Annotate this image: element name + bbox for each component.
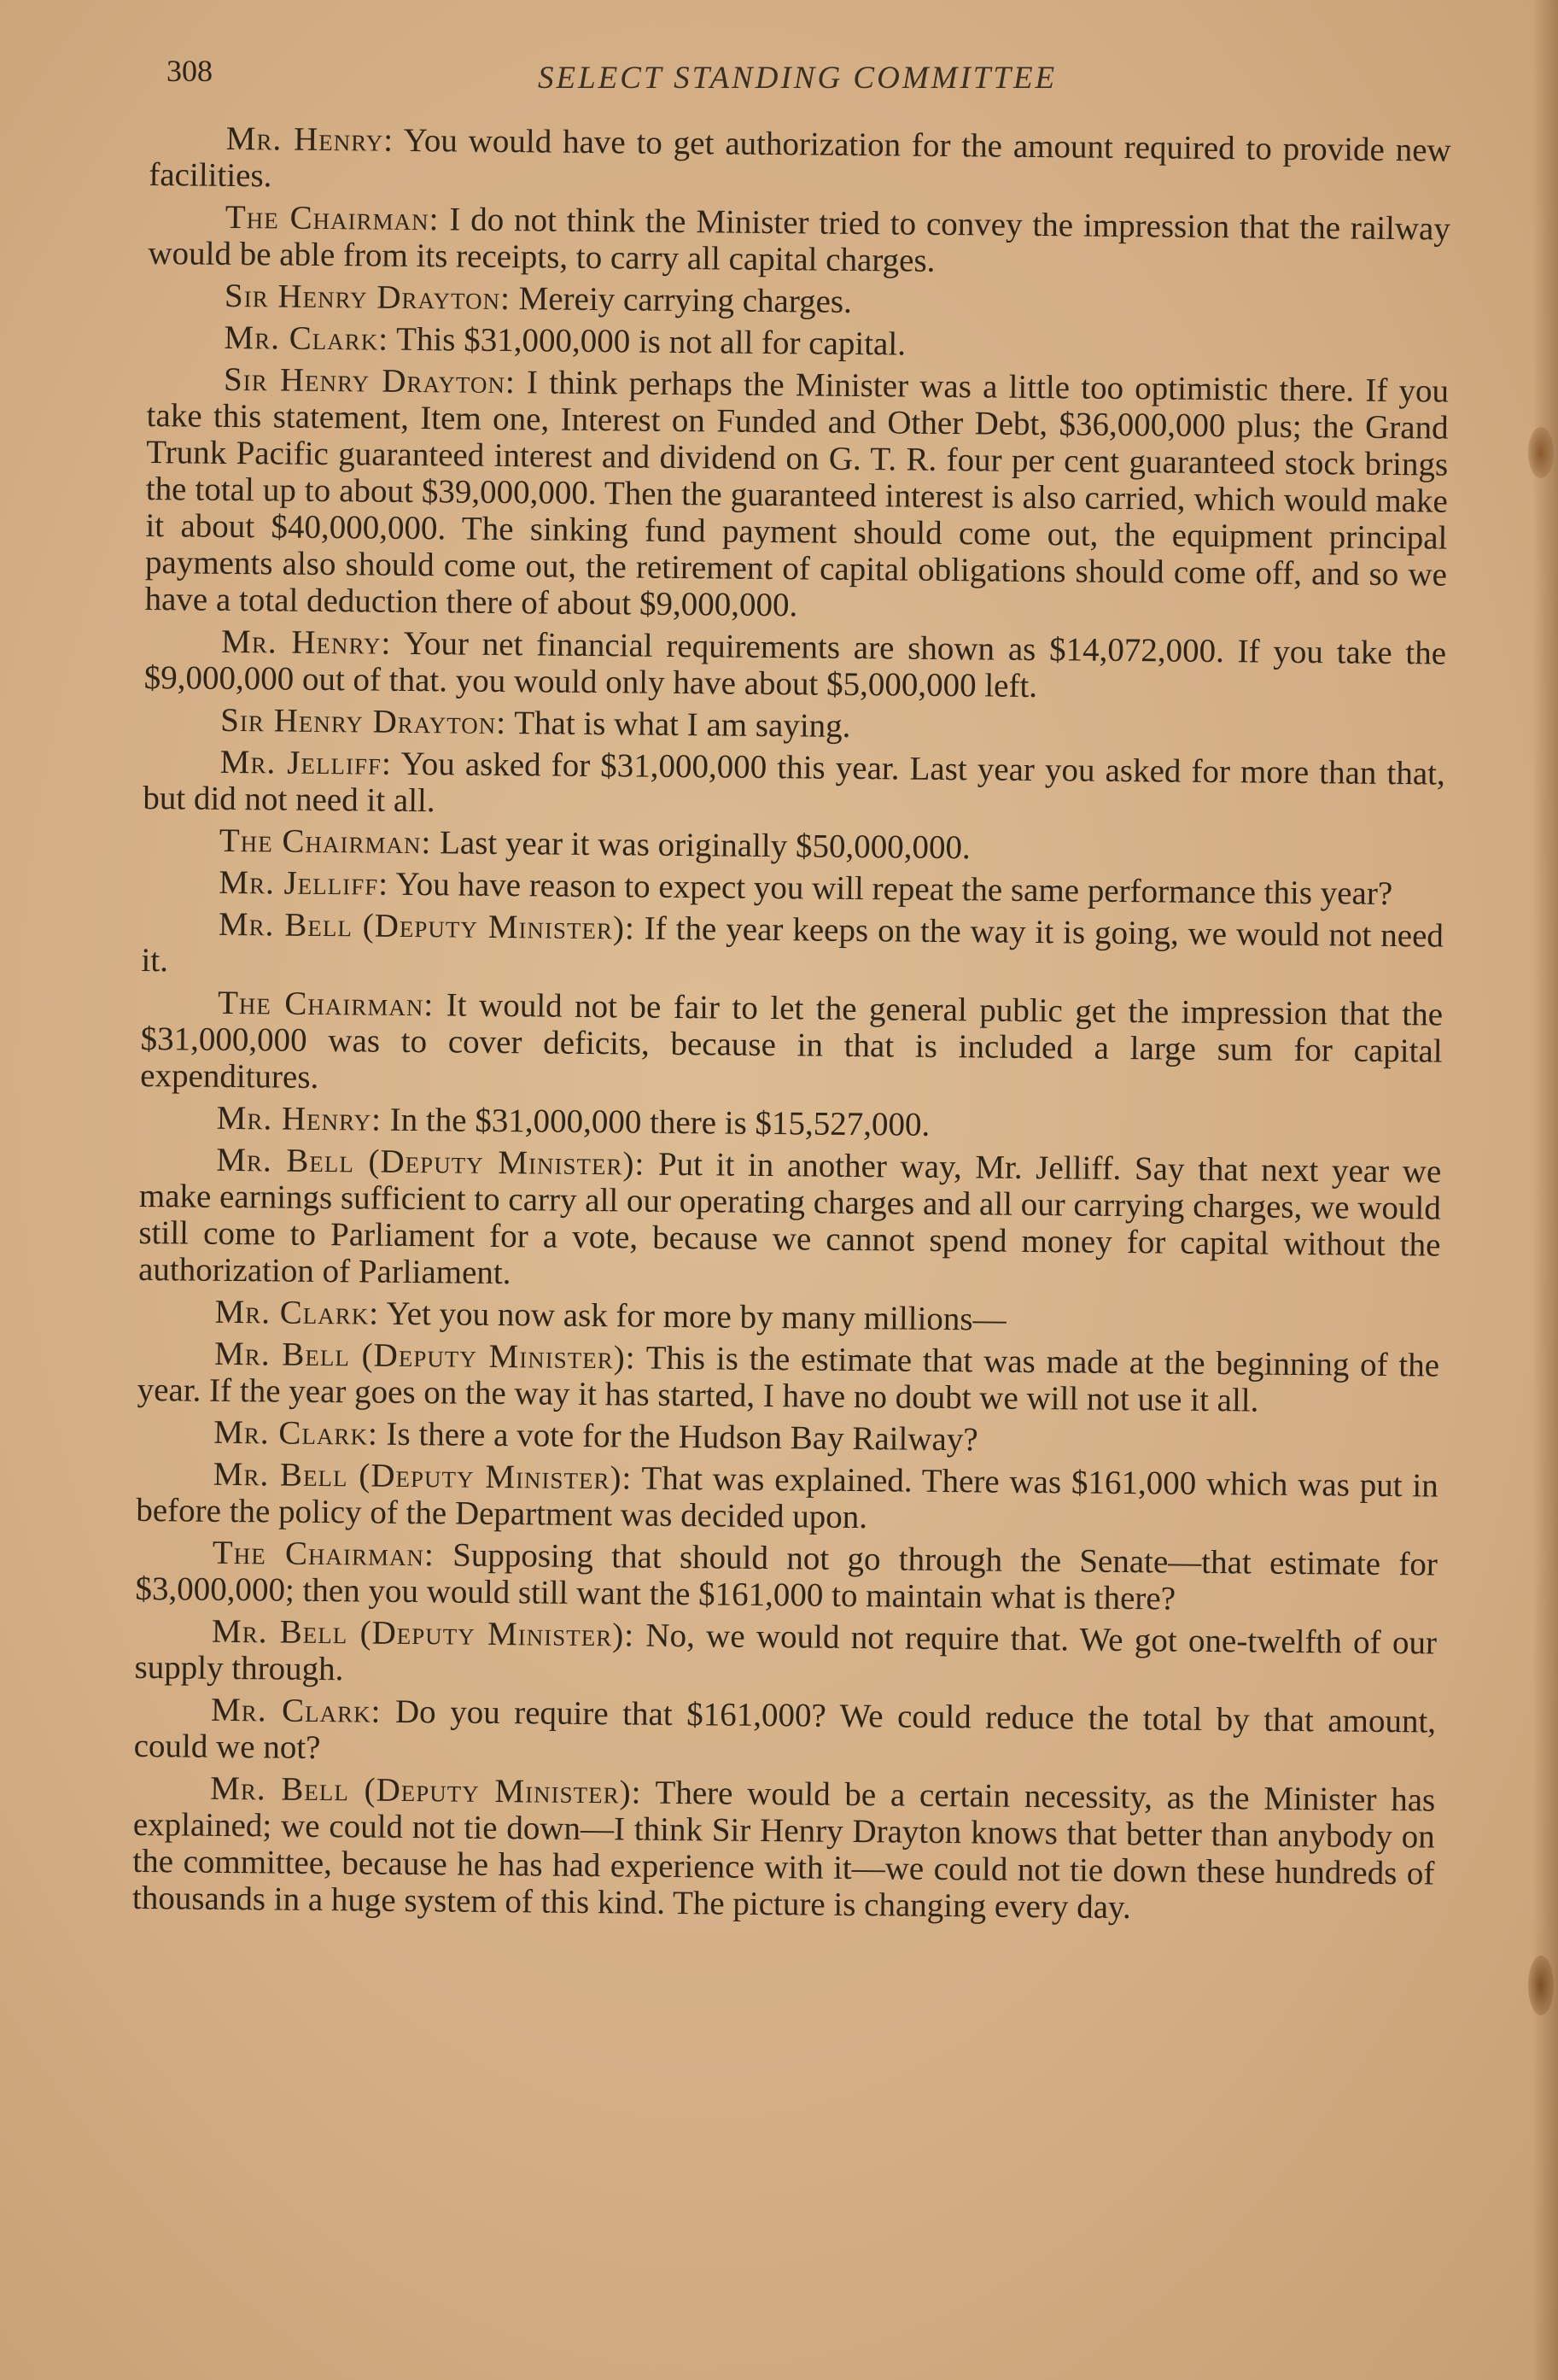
paragraph bbox=[143, 822, 1444, 871]
speaker-label: The Chairman: bbox=[212, 1534, 435, 1574]
paper-stain bbox=[1528, 427, 1554, 478]
speaker-label: Mr. Henry: bbox=[216, 1099, 382, 1138]
paragraph bbox=[147, 319, 1449, 368]
speaker-label: Mr. Bell (Deputy Minister): bbox=[213, 1455, 633, 1497]
speaker-label: Sir Henry Drayton: bbox=[220, 701, 507, 742]
paragraph bbox=[136, 1455, 1438, 1541]
speaker-label: The Chairman: bbox=[217, 984, 435, 1024]
speaker-label: Mr. Bell (Deputy Minister): bbox=[210, 1769, 642, 1811]
speaker-label: Mr. Bell (Deputy Minister): bbox=[218, 905, 636, 947]
speech-text: This $31,000,000 is not all for capital. bbox=[395, 320, 907, 363]
paragraph bbox=[142, 863, 1444, 913]
speech-text: You would have to get authorization for the amount required to provide new facilities. bbox=[149, 121, 1451, 195]
speaker-label: The Chairman: bbox=[219, 822, 432, 862]
speaker-label: Mr. Jelliff: bbox=[219, 863, 389, 903]
page-edge-shadow bbox=[1532, 0, 1558, 2380]
speech-text: You asked for $31,000,000 this year. Last year you asked for more than that, but did not need it all. bbox=[143, 745, 1445, 820]
speaker-label: Mr. Bell (Deputy Minister): bbox=[213, 1335, 636, 1377]
speech-text: Do you require that $161,000? We could reduce the total by that amount, could we not? bbox=[133, 1693, 1437, 1767]
speaker-label: Mr. Bell (Deputy Minister): bbox=[216, 1141, 645, 1183]
speech-text: Last year it was originally $50,000,000. bbox=[439, 824, 971, 867]
paragraph bbox=[135, 1534, 1438, 1620]
speech-text: That is what I am saying. bbox=[513, 705, 851, 745]
speech-text: This is the estimate that was made at the beginning of the year. If the year goes on the way it has started, I have no doubt we will not use it all. bbox=[137, 1339, 1440, 1419]
speech-text: If the year keeps on the way it is going, we would not need it. bbox=[141, 909, 1444, 979]
speaker-label: Sir Henry Drayton: bbox=[223, 360, 516, 401]
speaker-label: Mr. Bell (Deputy Minister): bbox=[211, 1612, 635, 1654]
paragraph bbox=[140, 1099, 1442, 1149]
speech-text: No, we would not require that. We got one-twelfth of our supply through. bbox=[134, 1617, 1438, 1688]
paragraph bbox=[140, 984, 1443, 1107]
speaker-label: Mr. Jelliff: bbox=[219, 743, 393, 782]
speaker-label: The Chairman: bbox=[225, 198, 440, 238]
paragraph bbox=[141, 905, 1444, 991]
running-head: SELECT STANDING COMMITTEE bbox=[538, 61, 1058, 96]
speech-text: Supposing that should not go through the Senate—that estimate for $3,000,000; then you would still want the $161,000 to maintain what is there? bbox=[135, 1536, 1438, 1617]
speech-text: I think perhaps the Minister was a little too optimistic there. If you take this statement, Item one, Interest on Funded and Other Debt, $36,000,000 plus; the Grand Trunk Pacific guaranteed interest and dividend on G. T. R. four per cent guaranteed stock brings the total up to about $39,000,000. Then the guaranteed interest is also carried, which would make it about $40,000,000. The sinking fund payment should come out, the equipment principal payments also should come out, the retirement of capital obligations should come off, and so we have a total deduction there of about $9,000,000. bbox=[144, 364, 1450, 624]
speech-text: There would be a certain necessity, as the Minister has explained; we could not tie down—I think Sir Henry Drayton knows that better than anybody on the committee, because he has had experience with it—we could not tie down these hundreds of thousands in a huge system of this kind. The picture is changing every day. bbox=[131, 1774, 1436, 1927]
speaker-label: Mr. Clark: bbox=[214, 1293, 380, 1332]
paragraph bbox=[138, 1141, 1442, 1301]
paragraph bbox=[137, 1293, 1439, 1342]
speaker-label: Sir Henry Drayton: bbox=[224, 277, 511, 318]
paragraph bbox=[144, 623, 1447, 709]
speech-text: Your net financial requirements are shown as $14,072,000. If you take the $9,000,000 out of that. you would only have about $5,000,000 left. bbox=[143, 624, 1447, 705]
paragraph bbox=[149, 120, 1451, 206]
speaker-label: Mr. Clark: bbox=[213, 1413, 378, 1453]
paragraph bbox=[137, 1335, 1440, 1421]
transcript-body bbox=[132, 120, 1451, 1934]
speech-text: That was explained. There was $161,000 which was put in before the policy of the Department was decided upon. bbox=[136, 1459, 1438, 1536]
paragraph bbox=[134, 1612, 1437, 1699]
speech-text: Put it in another way, Mr. Jelliff. Say that next year we make earnings sufficient to carry all our operating charges and all our carrying charges, we would still come to Parliament for a vote, because we cannot spend money for capital without the authorization of Parliament. bbox=[137, 1145, 1442, 1292]
speaker-label: Mr. Henry: bbox=[225, 120, 394, 159]
speech-text: Is there a vote for the Hudson Bay Railway? bbox=[386, 1415, 978, 1459]
speech-text: Mereiy carrying charges. bbox=[518, 280, 853, 320]
paragraph bbox=[148, 277, 1450, 326]
paragraph bbox=[143, 701, 1445, 751]
speech-text: It would not be fair to let the general public get the impression that the $31,000,000 was to cover deficits, because in that is included a large sum for capital expenditures. bbox=[140, 986, 1444, 1096]
speech-text: I do not think the Minister tried to convey the impression that the railway would be able from its receipts, to carry all capital charges. bbox=[148, 201, 1451, 279]
paragraph bbox=[148, 198, 1450, 284]
paragraph bbox=[134, 1691, 1437, 1777]
paragraph bbox=[137, 1413, 1438, 1463]
page-header bbox=[166, 53, 1447, 104]
page-number: 308 bbox=[166, 54, 213, 88]
speech-text: You have reason to expect you will repeat the same performance this year? bbox=[395, 865, 1393, 913]
paragraph bbox=[143, 743, 1445, 829]
speaker-label: Mr. Clark: bbox=[224, 319, 389, 358]
speech-text: Yet you now ask for more by many millions— bbox=[386, 1295, 1007, 1338]
paragraph bbox=[144, 360, 1449, 630]
paper-stain bbox=[1528, 1956, 1554, 2015]
speech-text: In the $31,000,000 there is $15,527,000. bbox=[389, 1101, 931, 1143]
paragraph bbox=[132, 1769, 1436, 1929]
speaker-label: Mr. Clark: bbox=[210, 1691, 382, 1730]
speaker-label: Mr. Henry: bbox=[220, 623, 392, 662]
